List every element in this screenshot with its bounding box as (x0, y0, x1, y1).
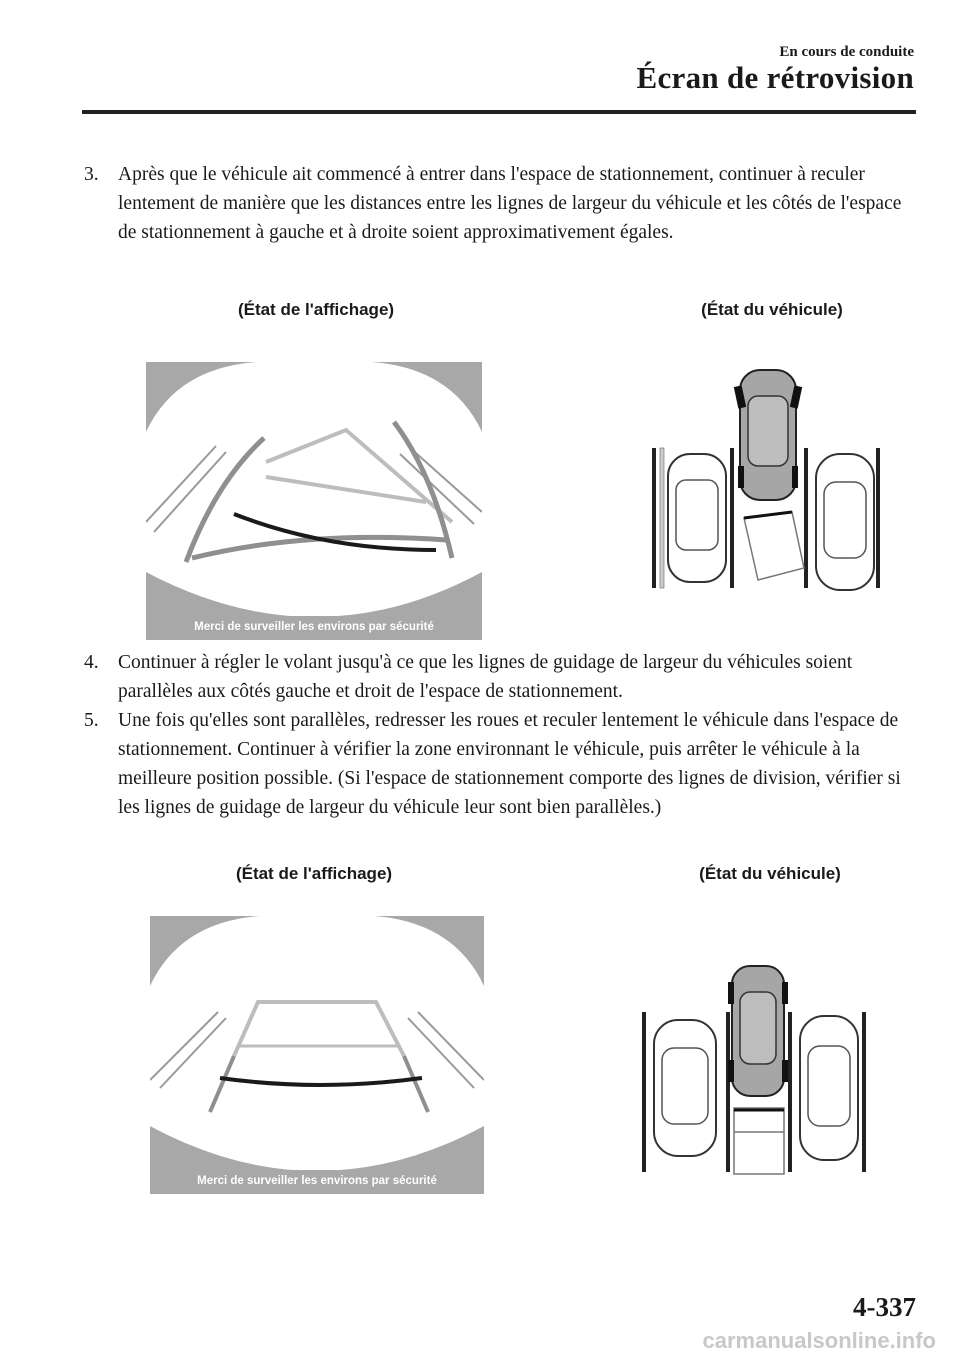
step-3 (84, 160, 920, 247)
section-label: En cours de conduite (779, 44, 914, 60)
step-text: Une fois qu'elles sont parallèles, redresser les roues et reculer lentement le véhicule dans l'espace de stationnement. Continuer à vérifier la zone environnant le véhicule, puis arrêter le véhicule à la meilleure position possible. (Si l'espace de stationnement comporte des lignes de division, vérifier si les lignes de guidage de largeur du véhicule leur sont bien parallèles.) (118, 710, 901, 818)
step-number: 5. (84, 710, 99, 731)
step-text: Après que le véhicule ait commencé à entrer dans l'espace de stationnement, continuer à reculer lentement de manière que les distances entre les lignes de largeur du véhicule et les côtés de l'espace de stationnement à gauche et à droite soient approximativement égales. (118, 164, 902, 243)
display-caption: (État de l'affichage) (237, 300, 395, 319)
vehicle-diagram-2 (630, 960, 880, 1180)
camera-display-1 (146, 362, 482, 640)
page-number: 4-337 (853, 1292, 916, 1322)
display-caption: (État de l'affichage) (235, 864, 393, 883)
page-title: Écran de rétrovision (636, 60, 914, 95)
warning-text: Merci de surveiller les environs par sécurité (194, 621, 434, 633)
step-4 (84, 648, 920, 706)
step-5 (84, 706, 920, 822)
step-number: 3. (84, 164, 99, 185)
vehicle-caption: (État du véhicule) (701, 300, 843, 319)
camera-display-2 (150, 916, 484, 1194)
warning-text: Merci de surveiller les environs par sécurité (197, 1175, 437, 1187)
step-number: 4. (84, 652, 99, 673)
step-text: Continuer à régler le volant jusqu'à ce que les lignes de guidage de largeur du véhicules soient parallèles aux côtés gauche et droit de l'espace de stationnement. (118, 652, 853, 702)
watermark: carmanualsonline.info (702, 1328, 936, 1353)
vehicle-diagram-1 (640, 362, 890, 602)
vehicle-caption: (État du véhicule) (699, 864, 841, 883)
header-rule (82, 110, 916, 114)
